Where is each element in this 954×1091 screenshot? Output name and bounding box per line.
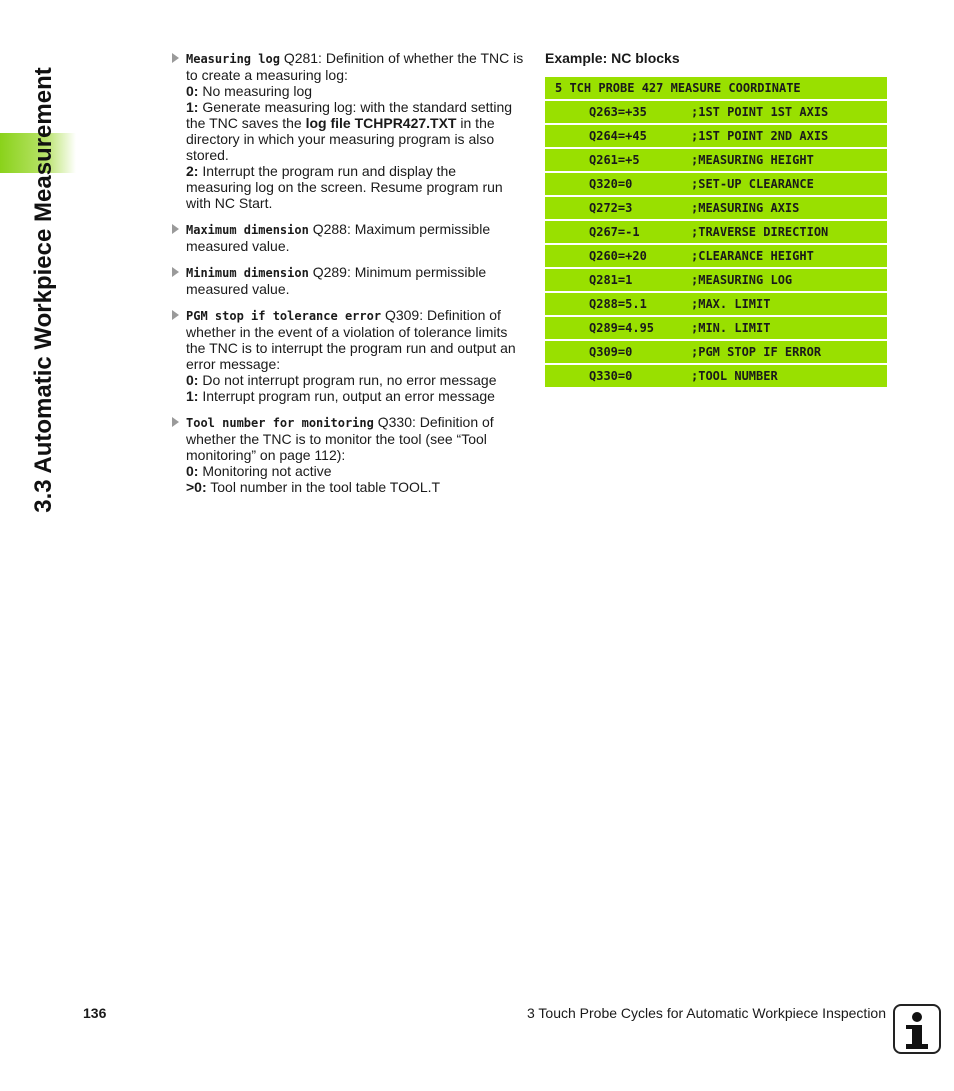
parameter-item [172, 264, 532, 297]
text-segment: the TNC is to interrupt the program run and output an [186, 340, 516, 356]
parameter-item [172, 221, 532, 254]
parameter-text-line [186, 264, 532, 281]
text-segment: Q281: Definition of whether the TNC is [283, 50, 524, 66]
nc-code: Q309=0 [589, 345, 633, 359]
nc-code: Q288=5.1 [589, 297, 647, 311]
nc-code: 5 TCH PROBE 427 MEASURE COORDINATE [555, 81, 801, 95]
nc-comment: ;MIN. LIMIT [691, 321, 771, 335]
nc-comment: ;1ST POINT 2ND AXIS [691, 129, 829, 143]
parameter-text-line [186, 99, 532, 115]
nc-code: Q272=3 [589, 201, 633, 215]
text-segment: measured value. [186, 281, 290, 297]
text-segment: Q288: Maximum permissible [312, 221, 491, 237]
text-segment: stored. [186, 147, 229, 163]
nc-block-row [545, 149, 887, 171]
page-number: 136 [83, 1005, 107, 1021]
nc-comment: ;1ST POINT 1ST AXIS [691, 105, 829, 119]
parameter-text-line [186, 115, 532, 131]
parameter-text-line [186, 83, 532, 99]
nc-comment: ;MEASURING HEIGHT [691, 153, 814, 167]
nc-code: Q289=4.95 [589, 321, 655, 335]
text-segment: log file TCHPR427.TXT [305, 115, 457, 131]
parameter-text-line [186, 281, 532, 297]
nc-block-row [545, 77, 887, 99]
text-segment: whether in the event of a violation of tolerance limits [186, 324, 508, 340]
nc-code: Q261=+5 [589, 153, 640, 167]
nc-block-row [545, 269, 887, 291]
triangle-bullet-icon [172, 310, 179, 320]
text-segment: 2: [186, 163, 199, 179]
parameter-text-line [186, 67, 532, 83]
text-segment: 1: [186, 99, 199, 115]
parameter-text-line [186, 163, 532, 179]
parameter-name: Minimum dimension [186, 266, 309, 280]
parameter-text-line [186, 431, 532, 447]
nc-block-row [545, 173, 887, 195]
nc-code: Q264=+45 [589, 129, 647, 143]
text-segment: Q309: Definition of [384, 307, 501, 323]
triangle-bullet-icon [172, 417, 179, 427]
triangle-bullet-icon [172, 53, 179, 63]
nc-block-row [545, 245, 887, 267]
parameter-item [172, 307, 532, 404]
text-segment: Tool number in the tool table TOOL.T [206, 479, 441, 495]
nc-block-row [545, 197, 887, 219]
nc-block-row [545, 221, 887, 243]
nc-code: Q260=+20 [589, 249, 647, 263]
text-segment: 1: [186, 388, 199, 404]
text-segment: Do not interrupt program run, no error message [198, 372, 497, 388]
text-segment: measuring log on the screen. Resume program run [186, 179, 503, 195]
text-segment: Interrupt the program run and display the [198, 163, 457, 179]
text-segment: error message: [186, 356, 281, 372]
parameter-name: Measuring log [186, 52, 280, 66]
info-icon [893, 1004, 941, 1054]
section-title-vertical: 3.3 Automatic Workpiece Measurement [30, 67, 57, 513]
nc-comment: ;PGM STOP IF ERROR [691, 345, 822, 359]
nc-comment: ;TRAVERSE DIRECTION [691, 225, 829, 239]
parameter-text-line [186, 238, 532, 254]
text-segment: whether the TNC is to monitor the tool (see “Tool [186, 431, 487, 447]
text-segment: measured value. [186, 238, 290, 254]
text-segment: >0: [186, 479, 207, 495]
parameter-item [172, 414, 532, 495]
parameter-text-line [186, 307, 532, 324]
parameter-text-line [186, 147, 532, 163]
parameter-text-line [186, 447, 532, 463]
parameter-name: Maximum dimension [186, 223, 309, 237]
nc-block-row [545, 125, 887, 147]
parameter-name: Tool number for monitoring [186, 416, 374, 430]
nc-comment: ;TOOL NUMBER [691, 369, 778, 383]
text-segment: 0: [186, 83, 199, 99]
parameter-text-line [186, 372, 532, 388]
nc-code: Q320=0 [589, 177, 633, 191]
parameter-text-line [186, 479, 532, 495]
nc-comment: ;MAX. LIMIT [691, 297, 771, 311]
parameter-item [172, 50, 532, 211]
footer-chapter-text: 3 Touch Probe Cycles for Automatic Workpiece Inspection [527, 1005, 886, 1021]
text-segment: Q289: Minimum permissible [312, 264, 487, 280]
nc-comment: ;SET-UP CLEARANCE [691, 177, 814, 191]
example-heading: Example: NC blocks [545, 50, 680, 66]
parameter-text-line [186, 414, 532, 431]
parameter-text-line [186, 340, 532, 356]
parameter-list [172, 50, 532, 505]
nc-blocks-table [545, 77, 887, 389]
text-segment: Generate measuring log: with the standard setting [198, 99, 513, 115]
parameter-text-line [186, 463, 532, 479]
parameter-text-line [186, 221, 532, 238]
parameter-text-line [186, 195, 532, 211]
text-segment: the TNC saves the [186, 115, 306, 131]
parameter-name: PGM stop if tolerance error [186, 309, 382, 323]
text-segment: with NC Start. [186, 195, 273, 211]
text-segment: No measuring log [198, 83, 313, 99]
nc-code: Q281=1 [589, 273, 633, 287]
nc-block-row [545, 317, 887, 339]
text-segment: monitoring” on page 112): [186, 447, 346, 463]
nc-code: Q267=-1 [589, 225, 640, 239]
nc-block-row [545, 293, 887, 315]
text-segment: 0: [186, 372, 199, 388]
parameter-text-line [186, 50, 532, 67]
nc-comment: ;MEASURING LOG [691, 273, 793, 287]
parameter-text-line [186, 324, 532, 340]
text-segment: in the [456, 115, 495, 131]
parameter-text-line [186, 356, 532, 372]
text-segment: directory in which your measuring program is also [186, 131, 495, 147]
nc-code: Q330=0 [589, 369, 633, 383]
parameter-text-line [186, 179, 532, 195]
text-segment: 0: [186, 463, 199, 479]
nc-comment: ;MEASURING AXIS [691, 201, 800, 215]
nc-comment: ;CLEARANCE HEIGHT [691, 249, 814, 263]
nc-block-row [545, 341, 887, 363]
nc-block-row [545, 101, 887, 123]
triangle-bullet-icon [172, 224, 179, 234]
parameter-text-line [186, 131, 532, 147]
text-segment: Q330: Definition of [377, 414, 494, 430]
text-segment: Monitoring not active [198, 463, 332, 479]
nc-block-row [545, 365, 887, 387]
nc-code: Q263=+35 [589, 105, 647, 119]
text-segment: Interrupt program run, output an error message [198, 388, 495, 404]
parameter-text-line [186, 388, 532, 404]
text-segment: to create a measuring log: [186, 67, 348, 83]
triangle-bullet-icon [172, 267, 179, 277]
